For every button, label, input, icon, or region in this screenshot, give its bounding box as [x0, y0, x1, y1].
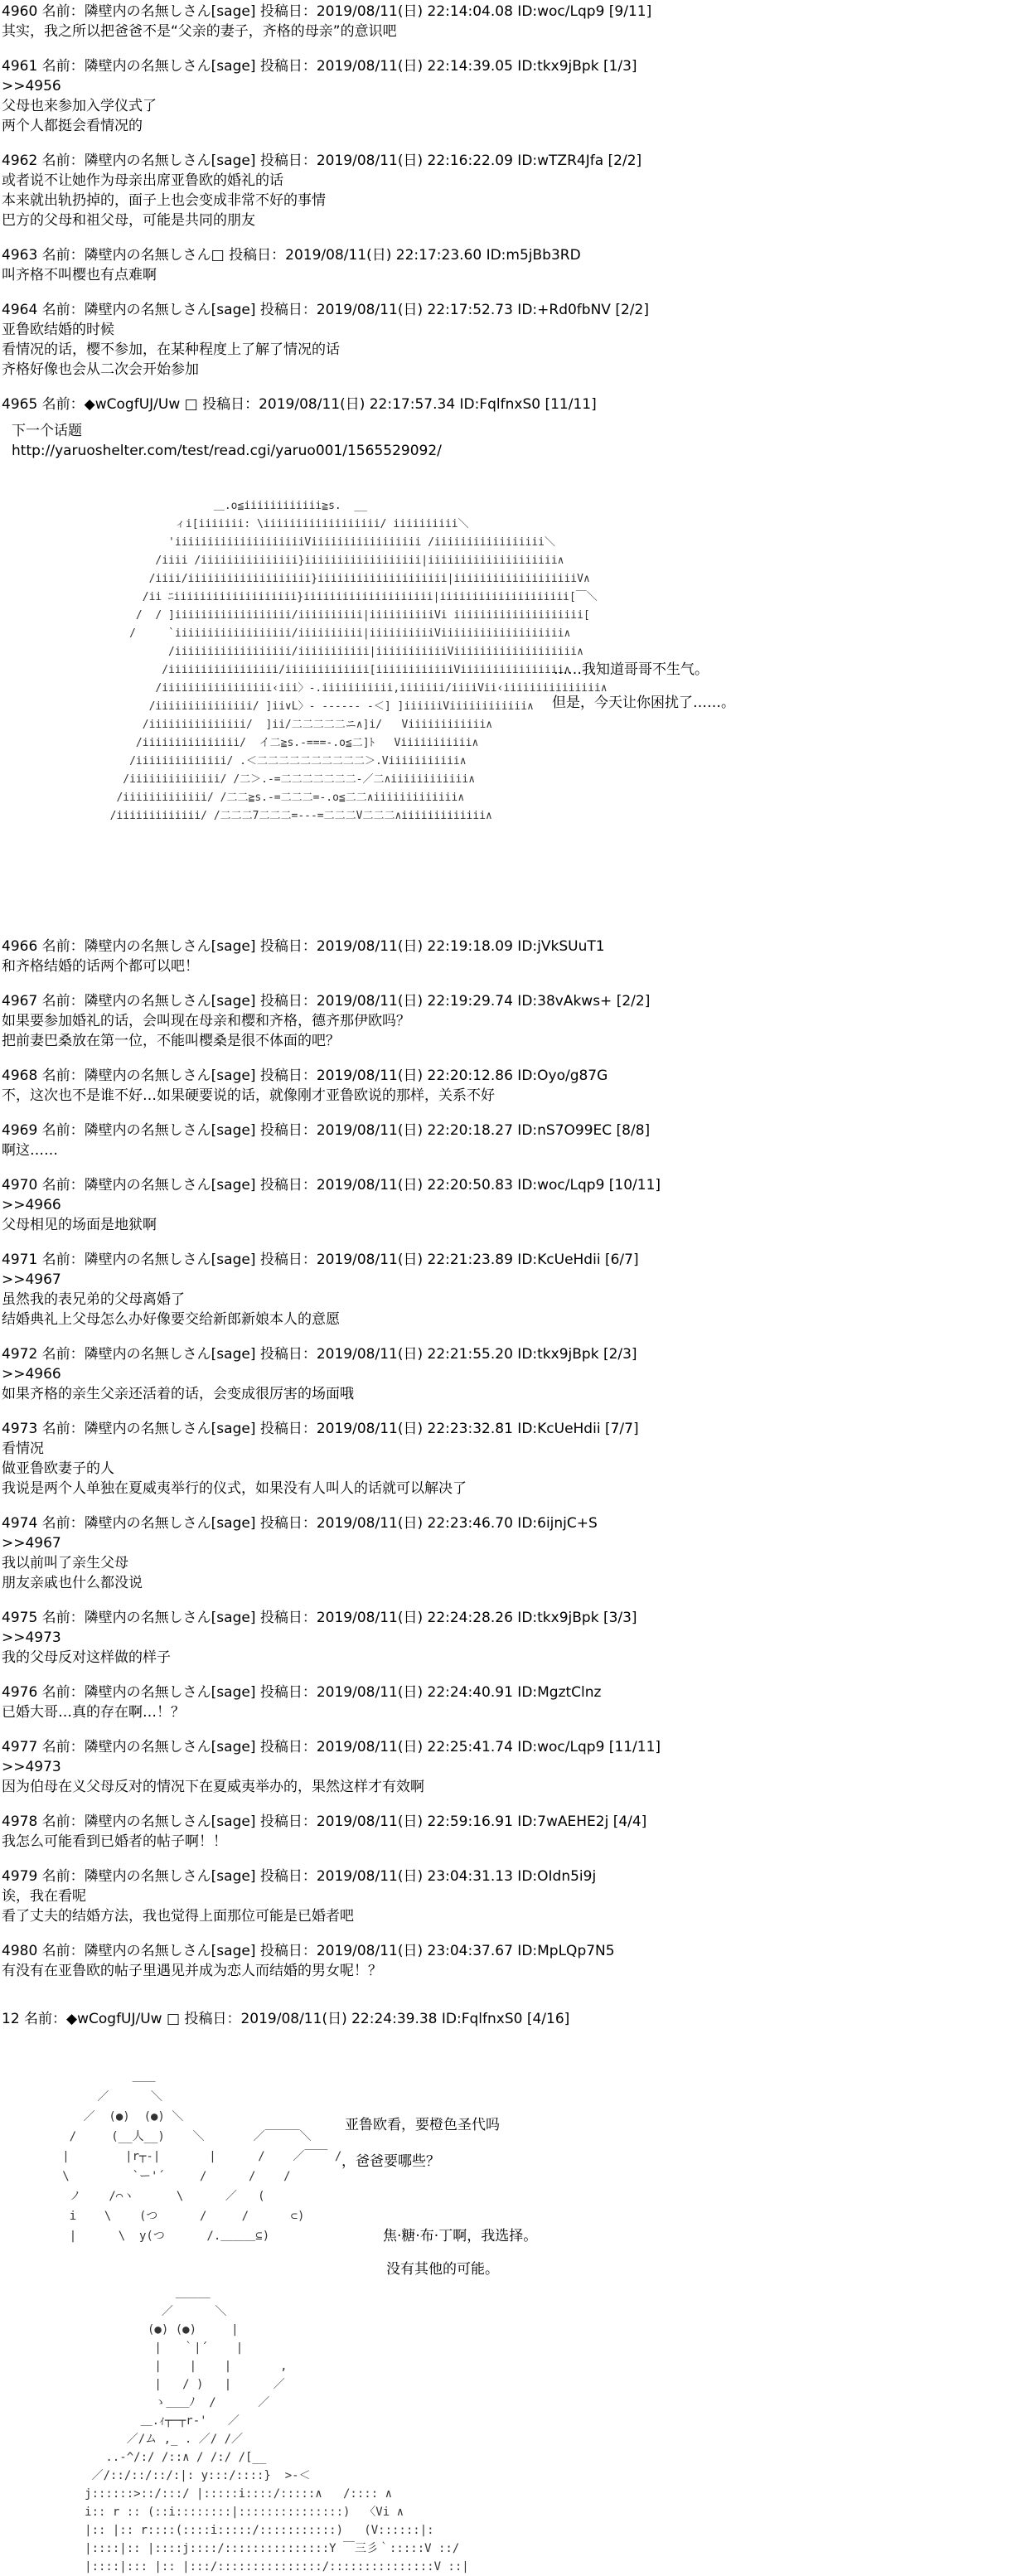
post-body: 其实，我之所以把爸爸不是“父亲的妻子，齐格的母亲”的意识吧	[2, 23, 397, 40]
post	[2, 151, 1036, 230]
post	[2, 1175, 1036, 1235]
aa2-line1: 亚鲁欧看，要橙色圣代吗	[345, 2117, 500, 2133]
post	[2, 1867, 1036, 1926]
aa1-line1: ……我知道哥哥不生气。	[554, 661, 709, 678]
post-header: 4976 名前：隣壁内の名無しさん[sage] 投稿日：2019/08/11(日) 22:24:40.91 ID:MgztClnz	[2, 1684, 602, 1701]
next-topic	[12, 421, 442, 461]
post-body: >>4973 因为伯母在义父母反对的情况下在夏威夷举办的，果然这样才有效啊	[2, 1759, 424, 1795]
post-header: 4965 名前：◆wCogfUJ/Uw □ 投稿日：2019/08/11(日) 22:17:57.34 ID:FqlfnxS0 [11/11]	[2, 396, 597, 413]
post-header: 4973 名前：隣壁内の名無しさん[sage] 投稿日：2019/08/11(日) 22:23:32.81 ID:KcUeHdii [7/7]	[2, 1421, 639, 1437]
post-header: 4969 名前：隣壁内の名無しさん[sage] 投稿日：2019/08/11(日) 22:20:18.27 ID:nS7O99EC [8/8]	[2, 1122, 651, 1139]
post-body: >>4967 虽然我的表兄弟的父母离婚了 结婚典礼上父母怎么办好像要交给新郎新娘本人的意愿	[2, 1271, 340, 1328]
post-header: 4972 名前：隣壁内の名無しさん[sage] 投稿日：2019/08/11(日) 22:21:55.20 ID:tkx9jBpk [2/3]	[2, 1346, 637, 1363]
post-header: 4960 名前：隣壁内の名無しさん[sage] 投稿日：2019/08/11(日) 22:14:04.08 ID:woc/Lqp9 [9/11]	[2, 3, 652, 20]
post-body: >>4973 我的父母反对这样做的样子	[2, 1629, 171, 1666]
post	[2, 1737, 1036, 1797]
post-body: >>4956 父母也来参加入学仪式了 两个人都挺会看情况的	[2, 78, 157, 134]
aa1-line2: 但是，今天让你困扰了……。	[552, 695, 735, 711]
post-body: 有没有在亚鲁欧的帖子里遇见并成为恋人而结婚的男女呢！？	[2, 1963, 382, 1979]
post	[2, 1812, 1036, 1852]
post-body: 叫齐格不叫樱也有点难啊	[2, 267, 157, 283]
post-header: 4962 名前：隣壁内の名無しさん[sage] 投稿日：2019/08/11(日) 22:16:22.09 ID:wTZR4Jfa [2/2]	[2, 153, 642, 169]
post-body: >>4967 我以前叫了亲生父母 朋友亲戚也什么都没说	[2, 1535, 143, 1591]
post	[2, 1344, 1036, 1404]
post-body: 已婚大哥…真的存在啊…！？	[2, 1704, 185, 1721]
post	[2, 1683, 1036, 1722]
post	[2, 991, 1036, 1051]
post-header: 4963 名前：隣壁内の名無しさん□ 投稿日：2019/08/11(日) 22:17:23.60 ID:m5jBb3RD	[2, 247, 581, 264]
aa3-line1: 焦·糖·布·丁啊，我选择。	[383, 2228, 538, 2244]
post-body: 亚鲁欧结婚的时候 看情况的话，樱不参加，在某种程度上了解了情况的话 齐格好像也会从二次会开始参加	[2, 322, 340, 378]
post-header: 4964 名前：隣壁内の名無しさん[sage] 投稿日：2019/08/11(日) 22:17:52.73 ID:+Rd0fbNV [2/2]	[2, 302, 649, 318]
post-header: 4977 名前：隣壁内の名無しさん[sage] 投稿日：2019/08/11(日) 22:25:41.74 ID:woc/Lqp9 [11/11]	[2, 1739, 661, 1755]
post	[2, 1608, 1036, 1668]
post-header: 4971 名前：隣壁内の名無しさん[sage] 投稿日：2019/08/11(日) 22:21:23.89 ID:KcUeHdii [6/7]	[2, 1252, 639, 1268]
post-body: >>4966 如果齐格的亲生父亲还活着的话，会变成很厉害的场面哦	[2, 1366, 354, 1402]
post-header: 4980 名前：隣壁内の名無しさん[sage] 投稿日：2019/08/11(日) 23:04:37.67 ID:MpLQp7N5	[2, 1943, 615, 1959]
ascii-art-yaranaio-2: ＿＿＿ ／ ＼ (●) (●) | | ｀|´ | | | | , | / ) | ／ ゝ＿＿ﾉ / ／ ＿.ｨ┬─┬r-' ／ ／/ム ,_ . ／/ /／ ..-^/:/ /::∧ / /:/ /[__ ／/::/::/::/:|: y:::/::::} >-＜ j::::::>::/:::/ |:::::i::::/:::::∧ /:::: ∧ i:: r :: (::i::::::::|:::::::::::::::) 〈Vi ∧ |:: |:: r::::(::::i:::::/:::::::::::) (V::::::|: |::::|:: |::::j::::/:::::::::::::::Y ￣三彡｀:::::V ::/ |::::|::: |:: |:::/:::::::::::::::/:::::::::::::::V ::|	[85, 2287, 469, 2574]
post-body: 如果要参加婚礼的话，会叫现在母亲和樱和齐格，德齐那伊欧吗？ 把前妻巴桑放在第一位，不能叫樱桑是很不体面的吧？	[2, 1013, 410, 1049]
post	[2, 1941, 1036, 1981]
post	[2, 1513, 1036, 1593]
post-header: 4968 名前：隣壁内の名無しさん[sage] 投稿日：2019/08/11(日) 22:20:12.86 ID:Oyo/g87G	[2, 1068, 608, 1084]
post-header: 4978 名前：隣壁内の名無しさん[sage] 投稿日：2019/08/11(日) 22:59:16.91 ID:7wAEHE2j [4/4]	[2, 1813, 647, 1830]
post-header: 4966 名前：隣壁内の名無しさん[sage] 投稿日：2019/08/11(日) 22:19:18.09 ID:jVkSUuT1	[2, 938, 605, 955]
ascii-art-girl: ＿.o≦iiiiiiiiiiii≧s. __ ィi[iiiiiii: \iiiiiiiiiiiiiiiiii/ iiiiiiiiii＼ 'iiiiiiiiiiiiiiiiiiiiViiiiiiiiiiiiiiiii /iiiiiiiiiiiiiiiii＼ /iiii /iiiiiiiiiiiiiii}iiiiiiiiiiiiiiiiii|iiiiiiiiiiiiiiiiiiii∧ /iiii/iiiiiiiiiiiiiiiiiii}iiiiiiiiiiiiiiiiiiii|iiiiiiiiiiiiiiiiiiiV∧ /ii ﾆiiiiiiiiiiiiiiiiiii}iiiiiiiiiiiiiiiiiiii|iiiiiiiiiiiiiiiiiiii[￣＼ / / ]iiiiiiiiiiiiiiiiii/iiiiiiiiii|iiiiiiiiiiVi iiiiiiiiiiiiiiiiiiii[ / `iiiiiiiiiiiiiiiiii/iiiiiiiiii|iiiiiiiiiiViiiiiiiiiiiiiiiiiii∧ /iiiiiiiiiiiiiiiiii/iiiiiiiiiii|iiiiiiiiiiiViiiiiiiiiiiiiiiiiii∧ /iiiiiiiiiiiiiiiii/iiiiiiiiiiiii[iiiiiiiiiiiiViiiiiiiiiiiiiiii∧ /iiiiiiiiiiiiiiiii‹iii〉-.iiiiiiiiiii,iiiiiii/iiiiVii‹iiiiiiiiiiiiiii∧ /iiiiiiiiiiiiiii/ ]ii∨L〉- ------ -＜] ]iiiiiiViiiiiiiiiiii∧ /iiiiiiiiiiiiiii/ ]ii/二二二二二ニ∧]i/ Viiiiiiiiiiii∧ /iiiiiiiiiiiiiii/ イ二≧s.-===-.o≦二]ﾄ Viiiiiiiiiii∧ /iiiiiiiiiiiiii/ .＜二二二二二二二二二二＞.Viiiiiiiiiii∧ /iiiiiiiiiiiiii/ /二＞.-=二二二二二二二-／二∧iiiiiiiiiiii∧ /iiiiiiiiiiiii/ /二二≧s.-=二二二=-.o≦二二∧iiiiiiiiiiiii∧ /iiiiiiiiiiiii/ /二二二7二二二=---=二二二V二二二∧iiiiiiiiiiiii∧	[109, 500, 608, 822]
ascii-art-yaranaio: ＿＿ ／ ＼ ／ (●) (●) ＼ / (__人__) ＼ ／￣￣￣＼ | |r┬-| | / ／￣￣ / \ `ー'´ / / / ノ /⌒ヽ \ ／ ( i \ (つ / / ⊂) | \ y(つ /.＿＿＿⊆)	[62, 2070, 342, 2243]
post-body: 不，这次也不是谁不好…如果硬要说的话，就像刚才亚鲁欧说的那样，关系不好	[2, 1087, 495, 1104]
post	[2, 395, 1036, 414]
post	[2, 1250, 1036, 1329]
post-body: >>4966 父母相见的场面是地狱啊	[2, 1197, 157, 1233]
post	[2, 1066, 1036, 1106]
post-body: 看情况 做亚鲁欧妻子的人 我说是两个人单独在夏威夷举行的仪式，如果没有人叫人的话就可以解决了	[2, 1441, 467, 1497]
post	[2, 2, 1036, 41]
post-header: 4975 名前：隣壁内の名無しさん[sage] 投稿日：2019/08/11(日) 22:24:28.26 ID:tkx9jBpk [3/3]	[2, 1610, 637, 1626]
posts-top	[0, 2, 1036, 429]
post-body: 和齐格结婚的话两个都可以吧！	[2, 958, 199, 975]
next-topic-link[interactable]: http://yaruoshelter.com/test/read.cgi/yaruo001/1565529092/	[12, 443, 442, 459]
aa2-line2: ，爸爸要哪些？	[341, 2153, 440, 2170]
post	[2, 300, 1036, 380]
next-topic-label: 下一个话题	[12, 423, 82, 439]
post-body: 啊这……	[2, 1142, 58, 1159]
post	[2, 1419, 1036, 1499]
post-header: 4967 名前：隣壁内の名無しさん[sage] 投稿日：2019/08/11(日) 22:19:29.74 ID:38vAkws+ [2/2]	[2, 993, 651, 1010]
post-header: 4961 名前：隣壁内の名無しさん[sage] 投稿日：2019/08/11(日) 22:14:39.05 ID:tkx9jBpk [1/3]	[2, 58, 637, 75]
post-header: 4979 名前：隣壁内の名無しさん[sage] 投稿日：2019/08/11(日) 23:04:31.13 ID:OIdn5i9j	[2, 1868, 597, 1885]
aa3-line2: 没有其他的可能。	[386, 2261, 499, 2278]
post	[2, 56, 1036, 136]
post-12-header: 12 名前：◆wCogfUJ/Uw □ 投稿日：2019/08/11(日) 22:24:39.38 ID:FqlfnxS0 [4/16]	[2, 2011, 570, 2027]
post	[2, 245, 1036, 285]
post-body: 诶，我在看呢 看了丈夫的结婚方法，我也觉得上面那位可能是已婚者吧	[2, 1888, 354, 1925]
post-body: 或者说不让她作为母亲出席亚鲁欧的婚礼的话 本来就出轨扔掉的，面子上也会变成非常不好的事情 巴方的父母和祖父母，可能是共同的朋友	[2, 172, 326, 229]
post-header: 4970 名前：隣壁内の名無しさん[sage] 投稿日：2019/08/11(日) 22:20:50.83 ID:woc/Lqp9 [10/11]	[2, 1177, 661, 1194]
post-header: 4974 名前：隣壁内の名無しさん[sage] 投稿日：2019/08/11(日) 22:23:46.70 ID:6ijnjC+S	[2, 1515, 598, 1532]
post	[2, 937, 1036, 976]
post-body: 我怎么可能看到已婚者的帖子啊！！	[2, 1833, 227, 1850]
post	[2, 1121, 1036, 1160]
posts-mid	[0, 937, 1036, 1996]
